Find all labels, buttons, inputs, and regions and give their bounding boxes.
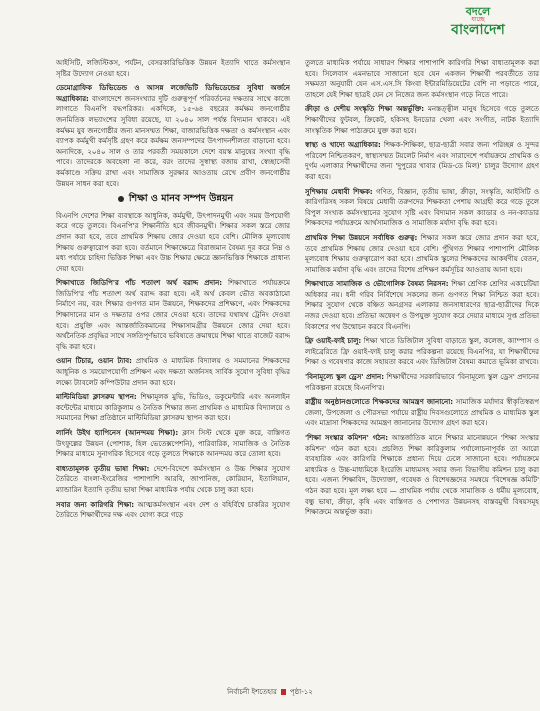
- paragraph-heading: ওয়ান টিচার, ওয়ান ট্যাব:: [56, 357, 132, 366]
- paragraph-text: বিএনপি দেশের শিক্ষা ব্যবস্থাকে আধুনিক, কর্মমুখী, উৎপাদনমুখী এবং সময় উপযোগী করে গড়ে তুলবে। বিএনপি'র শিক্ষানীতি হবে জীবনমুখী। শিক্ষার সকল স্তরে জোর প্রদান করা হবে, তবে প্রাথমিক শিক্ষায় জোর দেওয়া হবে বেশি। মৌলিক মূল্যবোধ শিক্ষায় গুরুত্বারোপ করা হবে। বর্তমানে শিক্ষাক্ষেত্রে বিরাজমান বৈষম্য দূর করে নিম্ন ও মধ্য পর্যায়ে চাহিদা ভিত্তিক শিক্ষা এবং উচ্চ শিক্ষার ক্ষেত্রে জ্ঞানভিত্তিক শিক্ষাকে প্রাধান্য দেয়া হবে।: [56, 211, 290, 273]
- page-footer: [0, 686, 540, 698]
- paragraph-heading: রাষ্ট্রীয় অনুষ্ঠানগুলোতে শিক্ষকদের আমন্ত্রণ জানানো:: [305, 398, 454, 407]
- paragraph-text: শিক্ষার সকল স্তরে জোর প্রদান করা হবে, তবে প্রাথমিক শিক্ষায় জোর দেওয়া হবে বেশি। পুঁথিগত শিক্ষার পাশাপাশি মৌলিক মূল্যবোধ শিক্ষায় গুরুত্বারোপ করা হবে। প্রাথমিক স্কুলের শিক্ষকদের আকর্ষণীয় বেতন, সামাজিক মর্যাদা বৃদ্ধি এবং তাদের বিশেষ প্রশিক্ষণ কর্মসূচির আওতায় আনা হবে।: [305, 233, 539, 274]
- paragraph-text: শিক্ষক-শিক্ষিকা, ছাত্র-ছাত্রী সবার জন্য পরিচ্ছন্ন ও সুন্দর পরিবেশ নিশ্চিতকরণ, স্বাস্থ্যসম্মত টয়লেট নির্মাণ এবং সারাদেশে পর্যায়ক্রমে প্রাথমিক ও দুর্গম এলাকার শিক্ষার্থীদের জন্য 'দুপুরের খাবার (মিড-ডে মিল)' চালুর উদ্যোগ গ্রহণ করা হবে।: [305, 141, 539, 181]
- paragraph: [56, 58, 290, 79]
- paragraph-text: শিক্ষার্থীদের সরকারিভাবে 'বিনামূল্যে স্কুল ড্রেস' প্রদানের পরিকল্পনা রয়েছে বিএনপি'র।: [305, 373, 539, 392]
- paragraph: [56, 211, 290, 275]
- left-column-intro: [56, 58, 290, 189]
- paragraph: [305, 233, 539, 275]
- paragraph: [305, 187, 539, 229]
- paragraph: [305, 140, 539, 182]
- paragraph-text: আইসিটি, লজিস্টিকস, পর্যটন, বেসরকারিভিত্তিক উন্নয়ন ইত্যাদি খাতে কর্মসংস্থান সৃষ্টির উদ্যোগ নেওয়া হবে।: [56, 59, 290, 78]
- paragraph-heading: 'বিনামূল্যে স্কুল ড্রেস' প্রদান:: [305, 373, 384, 382]
- paragraph-text: তুলতে মাধ্যমিক পর্যায়ে সাধারণ শিক্ষার পাশাপাশি কারিগরি শিক্ষা বাধ্যতামূলক করা হবে। সিলেবাস এমনভাবে সাজানো হবে যেন একজন শিক্ষার্থী পরবর্তীতে তার সক্ষমতা অনুযায়ী যেন এস.এস.সি কিংবা ইন্টারমিডিয়েটের বেশি না পড়াতে পারে, তাহলে যেই শিক্ষা ছাত্রই যেন সে নিজের জন্য কর্মসংস্থান গড়ে নিতে পারে।: [305, 59, 539, 99]
- paragraph-heading: ডেমোগ্রাফিক ডিভিডেন্ড ও আসন্ন লজেভিটি ডিভিডেন্ডের সুবিধা অর্জনে অগ্রাধিকার:: [56, 84, 290, 103]
- section-title-text: শিক্ষা ও মানব সম্পদ উন্নয়ন: [128, 193, 234, 205]
- footer-separator-icon: [281, 689, 286, 695]
- paragraph-heading: স্বাস্থ্য ও খাদ্যে অগ্রাধিকার:: [305, 141, 381, 150]
- paragraph-text: দেশে-বিদেশে কর্মসংস্থান ও উচ্চ শিক্ষার সুযোগ তৈরিতে বাংলা-ইংরেজির পাশাপাশি আরবি, জাপানিজ, কোরিয়ান, ইতালিয়ান, ম্যান্ডারিন ইত্যাদি তৃতীয় ভাষা শিক্ষা মাধ্যমিক পর্যায় থেকে চালু করা হবে।: [56, 464, 290, 494]
- paragraph-heading: বাধ্যতামূলক তৃতীয় ভাষা শিক্ষা:: [56, 464, 150, 473]
- paragraph-text: শিক্ষা শ্রেণিক শ্রেণির একচেটিয়া অধিকার নয়। ধনী গরিব নির্বিশেষে সকলের জন্য গুণগত শিক্ষা নিশ্চিত করা হবে। শিক্ষার সুযোগ থেকে বঞ্চিত অনগ্রসর এলাকার জনসাধারণের ছাত্র-ছাত্রীদের দিকে নজর দেওয়া হবে। প্রতিভা অন্বেষণ ও উপযুক্ত সুযোগ করে দেয়ার মাধ্যমে সুপ্ত প্রতিভা বিকাশের পথ উন্মোচন করবে বিএনপি।: [305, 280, 539, 331]
- paragraph-text: ক্লাস সিস্ট থেকে মুক্ত করে, বাস্তিগত উৎফুল্লের উন্নয়ন (পোশাক, হিল ভেতেক্সপেশনি), পারিবারিক, সামাজিক ও নৈতিক শিক্ষার মাধ্যমে সুনাগরিক হিসেবে গড়ে তুলতে শিক্ষাকে আনন্দময় করে তোলা হবে।: [56, 429, 290, 459]
- paragraph: [305, 372, 539, 393]
- paragraph: [56, 428, 290, 460]
- paragraph: [305, 279, 539, 332]
- left-column-body: [56, 211, 290, 521]
- paragraph-heading: লার্নিং উইথ হ্যাপিনেস (আনন্দময় শিক্ষা):: [56, 429, 179, 437]
- paragraph-heading: শিক্ষাখাতে জিডিপি'র পাঁচ শতাংশ অর্থ বরাদ্দ প্রদান:: [56, 279, 223, 288]
- paragraph-text: মনস্তত্ত্বীল মানুষ হিসেবে গড়ে তুলতে শিক্ষার্থীদের ফুটবল, ক্রিকেট, হকিসহ ইনডোর খেলা এবং সংগীত, নাটক ইত্যাদি সাংস্কৃতিক শিক্ষা পাঠ্যক্রমে যুক্ত করা হবে।: [305, 105, 539, 135]
- section-title: [56, 194, 290, 205]
- paragraph-text: আন্তর্জাতিক মানে শিক্ষার মানোন্নয়নে 'শিক্ষা সংস্কার কমিশন' গঠন করা হবে। প্রচলিত শিক্ষা কারিকুলাম পর্যালোচনাপূর্বক তা আরো ব্যবহারিক এবং কারিগরি শিক্ষাকে প্রধান্য দিয়ে ঢেলে সাজানো হবে। পর্যায়ক্রমে মাধ্যমিক ও উচ্চ-মাধ্যমিকে ইংরেজি মাধ্যমসহ সবার জন্য বিভাগীয় কমিশন চালু করা হবে। এজন্য শিক্ষাবিদ, উদ্যোক্তা, গবেষক ও বিশেষজ্ঞদের সমন্বয়ে 'বিশেষজ্ঞ কমিটি' গঠন করা হবে। মূল লক্ষ্য হবে — প্রাথমিক পর্যায় থেকে সামাজিক ও ধর্মীয় মূল্যবোধ, বন্ধু ভাষা, ক্রীড়া, কৃষি এবং বাস্তিগত ও পেশাগত উন্নয়নসহ বাস্তবমুখী বিষয়সমূহ শিক্ষাক্রমে অন্তর্ভুক্ত করা।: [305, 434, 539, 517]
- paragraph-text: আত্মকর্মসংস্থান এবং দেশ ও বহির্বিশ্বে চাকরির সুযোগ তৈরিতে শিক্ষার্থীদের দক্ষ এবং যোগ্য করে গড়ে: [56, 500, 290, 520]
- paragraph-text: গণিত, বিজ্ঞান, তৃতীয় ভাষা, ক্রীড়া, সংস্কৃতি, আইসিটি ও কারিগরিসহ সকল বিষয়ে মেধাবী তরুণদের শিক্ষকতা পেশায় আগ্রহী করে গড়ে তুলে বিপুল সংখ্যক কর্মসংস্থানের সুযোগ সৃষ্টি এবং বিদ্যমান সকল ক্যাডার ও নন-ক্যাডার শিক্ষকদের পর্যায়ক্রমে আর্থসামাজিক ও সামাজিক মর্যাদা বৃদ্ধি করা হবে।: [305, 187, 539, 228]
- paragraph: [56, 356, 290, 388]
- paragraph-heading: ক্রীড়া ও দেশীয় সংস্কৃতি শিক্ষা অন্তর্ভুক্তি:: [305, 105, 425, 114]
- page-number: পৃষ্ঠা-১২: [289, 688, 313, 696]
- paragraph: [305, 336, 539, 368]
- paragraph-heading: মাল্টিমিডিয়া ক্লাসরুম স্থাপন:: [56, 393, 137, 402]
- bullet-icon: [118, 196, 124, 202]
- right-column: [305, 58, 539, 682]
- paragraph: [56, 464, 290, 496]
- footer-title: নির্বাচনী ইশতেহার: [227, 688, 277, 696]
- paragraph-text: সামাজিক মর্যাদার স্বীকৃতিস্বরূপ জেলা, উপজেলা ও পৌরসভা পর্যায়ে রাষ্ট্রীয় দিবসগুলোতে প্রাথমিক ও মাধ্যমিক স্কুল এবং মাদ্রাসা শিক্ষকদের আমন্ত্রণ জানানোর উদ্যোগ গ্রহণ করা হবে।: [305, 398, 539, 428]
- logo-line-1: বদলে: [465, 5, 491, 18]
- left-column: [56, 58, 290, 682]
- brand-logo: [444, 6, 512, 46]
- paragraph-heading: সবার জন্য কারিগরি শিক্ষা:: [56, 500, 135, 509]
- logo-line-3: বাংলাদেশ: [451, 22, 505, 38]
- paragraph-heading: শিক্ষাখাতে সামাজিক ও ভৌগোলিক বৈষম্য নিরসন:: [305, 280, 449, 289]
- paragraph: [56, 83, 290, 189]
- paragraph: [305, 433, 539, 518]
- paragraph-heading: সুশিক্ষায় মেধাবী শিক্ষক:: [305, 187, 373, 196]
- paragraph-text: শিক্ষাখাতে পর্যায়ক্রমে জিডিপি'র পাঁচ শতাংশ অর্থ বরাদ্দ করা হবে। এই অর্থ কেবল ভৌত অবকাঠামো নির্মাণে নয়, বরং শিক্ষার গুণগত মান উন্নয়নে, শিক্ষকদের প্রশিক্ষণে, এবং শিক্ষকদের শিক্ষাদানের মান ও দক্ষতার ওপর জোর দেওয়া হবে। তাদের যথাযথ ট্রেনিং দেওয়া হবে। প্রযুক্তি এবং আন্তর্জাতিকমানের শিক্ষাসামগ্রীর উন্নয়নে জোর দেয়া হবে। অর্থনৈতিক প্রবৃদ্ধির সাথে সঙ্গতিপূর্ণভাবে ভবিষ্যতে ক্রমান্বয়ে শিক্ষা খাতে বাজেট বরাদ্দ বৃদ্ধি করা হবে।: [56, 279, 290, 351]
- right-column-body: [305, 58, 539, 518]
- paragraph-text: বাংলাদেশে জনসংখ্যার দুটি গুরুত্বপূর্ণ পরিবর্তনের দক্ষতার সাথে কাজে লাগাতে বিএনপি বদ্ধপরিকর। একদিকে, ১৫-৬৪ বছরের কর্মক্ষম জনগোষ্ঠীর জনমিতিক লভ্যাংশের সুবিধা রয়েছে, যা ২০৪০ সাল পর্যন্ত বিদ্যমান থাকবে। এই কর্মক্ষম যুব জনগোষ্ঠীর জন্য মানসম্মত শিক্ষা, বাজারভিত্তিক দক্ষতা ও কর্মসংস্থান এবং ব্যাপক কর্মমুখী কর্মসৃষ্টি গ্রহণ করে কর্মক্ষম জনসম্পদের উৎপাদনশীলতা বাড়ানো হবে। অন্যদিকে, ২০৪০ সাল ও তার পরবর্তী সময়কালে দেশে বয়স্ক মানুষের সংখ্যা বৃদ্ধি পাবে। তাদেরকে অবহেলা না করে, বরং তাদের সুস্বাস্থ্য বজায় রাখা, স্বেচ্ছাসেবী কর্মকাণ্ডে সক্রিয় রাখা এবং সামাজিক সুরক্ষার আওতায় রেখে প্রবীণ জনগোষ্ঠীর উন্নয়ন সাধন করা হবে।: [56, 94, 290, 188]
- paragraph: [56, 392, 290, 424]
- paragraph-heading: 'শিক্ষা সংস্কার কমিশন' গঠন:: [305, 434, 389, 442]
- paragraph: [305, 104, 539, 136]
- paragraph-text: প্রাথমিক ও মাধ্যমিক বিদ্যালয় ও সমমানের শিক্ষকদের আধুনিক ও সময়োপযোগী প্রশিক্ষণ এবং দক্ষতা অর্জনসহ সার্বিক সুযোগ সুবিধা বৃদ্ধির লক্ষ্যে ট্যাবলেট কম্পিউটার প্রদান করা হবে।: [56, 357, 290, 387]
- logo-line-2: যাচ্ছে: [471, 16, 485, 23]
- paragraph: [305, 58, 539, 100]
- paragraph-text: শিক্ষা খাতে ডিজিটাল সুবিধা বাড়াতে স্কুল, কলেজ, ক্যাম্পাস ও লাইব্রেরিতে ফ্রি ওয়াই-ফাই চালু করার পরিকল্পনা রয়েছে বিএনপির, যা শিক্ষার্থীদের শিক্ষা ও গবেষণার কাজে সহায়তা করবে এবং ডিজিটাল বৈষম্য কমাতে ভূমিকা রাখবে।: [305, 337, 539, 367]
- paragraph-text: শিক্ষামূলক মুভি, ভিডিও, ডকুমেন্টারি এবং অনলাইন কন্টেন্টের মাধ্যমে কারিকুলাম ও নৈতিক শিক্ষার জন্য প্রাথমিক ও মাধ্যমিক বিদ্যালয়ে ও সমমানের শিক্ষা প্রতিষ্ঠানে মাল্টিমিডিয়া ক্লাসরুম স্থাপন করা হবে।: [56, 393, 290, 423]
- paragraph-heading: ফ্রি ওয়াই-ফাই চালু:: [305, 337, 362, 346]
- paragraph: [305, 397, 539, 429]
- paragraph: [56, 500, 290, 521]
- paragraph: [56, 278, 290, 352]
- paragraph-heading: প্রাথমিক শিক্ষা উন্নয়নে সর্বাধিক গুরুত্ব:: [305, 233, 418, 242]
